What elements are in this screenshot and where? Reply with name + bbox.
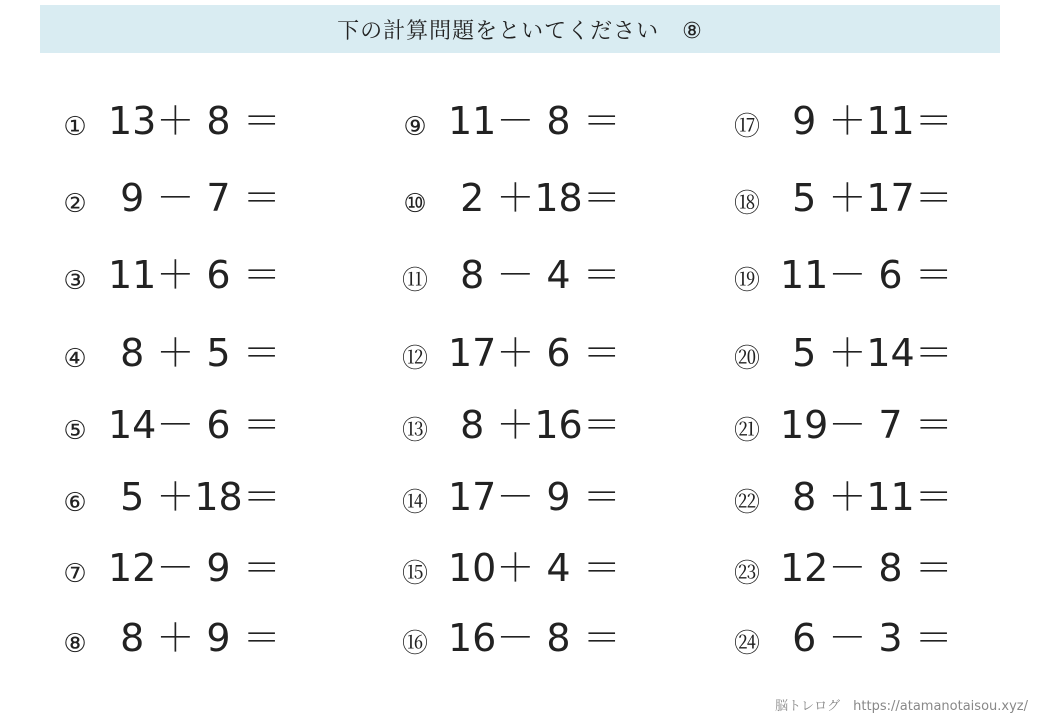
problem-item [398,615,718,665]
problem-item [398,545,718,595]
problem-number: ⑨ [403,112,427,142]
problem-number: ⑯ [401,629,428,659]
problem-expression: 17＋ 6 ＝ [448,331,621,375]
problem-number: ⑩ [403,189,427,219]
problem-expression: 5 ＋14＝ [780,331,953,375]
problem-number: ⑲ [733,266,760,296]
problem-number: ⑤ [63,416,87,446]
problem-expression: 12－ 8 ＝ [780,546,953,590]
problem-item [398,98,718,148]
problem-expression: 17－ 9 ＝ [448,475,621,519]
problem-expression: 11－ 8 ＝ [448,99,621,143]
problem-number: ④ [63,344,87,374]
problem-item [398,175,718,225]
problem-expression: 9 ＋11＝ [780,99,953,143]
page-title: 下の計算問題をといてください ⑧ [40,5,1000,53]
problem-expression: 9 － 7 ＝ [108,176,281,220]
problem-expression: 16－ 8 ＝ [448,616,621,660]
problem-item [730,252,1040,302]
problem-expression: 14－ 6 ＝ [108,403,281,447]
problem-number: ⑪ [401,266,428,296]
problem-item [398,474,718,524]
problem-item [58,175,378,225]
problem-item [730,330,1040,380]
problem-item [58,402,378,452]
problem-number: ⑱ [733,189,760,219]
problem-item [58,330,378,380]
problem-number: ⑰ [733,112,760,142]
problem-number: ⑥ [63,488,87,518]
problem-item [730,615,1040,665]
problem-expression: 11－ 6 ＝ [780,253,953,297]
problem-number: ⑧ [63,629,87,659]
problem-item [58,615,378,665]
problem-number: ㉑ [733,416,760,446]
problem-number: ② [63,189,87,219]
problem-item [398,330,718,380]
problem-item [730,402,1040,452]
problem-number: ⑬ [401,416,428,446]
problem-expression: 8 ＋ 9 ＝ [108,616,281,660]
problem-expression: 8 ＋16＝ [448,403,621,447]
problem-number: ㉓ [733,559,760,589]
problem-expression: 8 ＋ 5 ＝ [108,331,281,375]
problem-number: ⑭ [401,488,428,518]
problem-number: ③ [63,266,87,296]
site-credit: 脳トレログ https://atamanotaisou.xyz/ [775,699,1028,714]
problem-expression: 2 ＋18＝ [448,176,621,220]
problem-item [58,545,378,595]
problem-item [58,252,378,302]
problem-item [730,474,1040,524]
problem-item [730,98,1040,148]
problem-number: ㉔ [733,629,760,659]
problem-number: ⑫ [401,344,428,374]
problem-item [58,98,378,148]
problem-item [730,545,1040,595]
problem-item [730,175,1040,225]
problem-item [398,402,718,452]
problem-expression: 6 － 3 ＝ [780,616,953,660]
problem-expression: 8 － 4 ＝ [448,253,621,297]
problem-expression: 11＋ 6 ＝ [108,253,281,297]
problem-expression: 5 ＋17＝ [780,176,953,220]
problem-expression: 13＋ 8 ＝ [108,99,281,143]
problem-item [398,252,718,302]
problem-number: ⑮ [401,559,428,589]
problem-number: ⑦ [63,559,87,589]
problem-expression: 5 ＋18＝ [108,475,281,519]
problem-expression: 8 ＋11＝ [780,475,953,519]
problem-expression: 10＋ 4 ＝ [448,546,621,590]
problem-expression: 12－ 9 ＝ [108,546,281,590]
problem-number: ⑳ [733,344,760,374]
problem-number: ㉒ [733,488,760,518]
problem-item [58,474,378,524]
problem-expression: 19－ 7 ＝ [780,403,953,447]
problem-number: ① [63,112,87,142]
